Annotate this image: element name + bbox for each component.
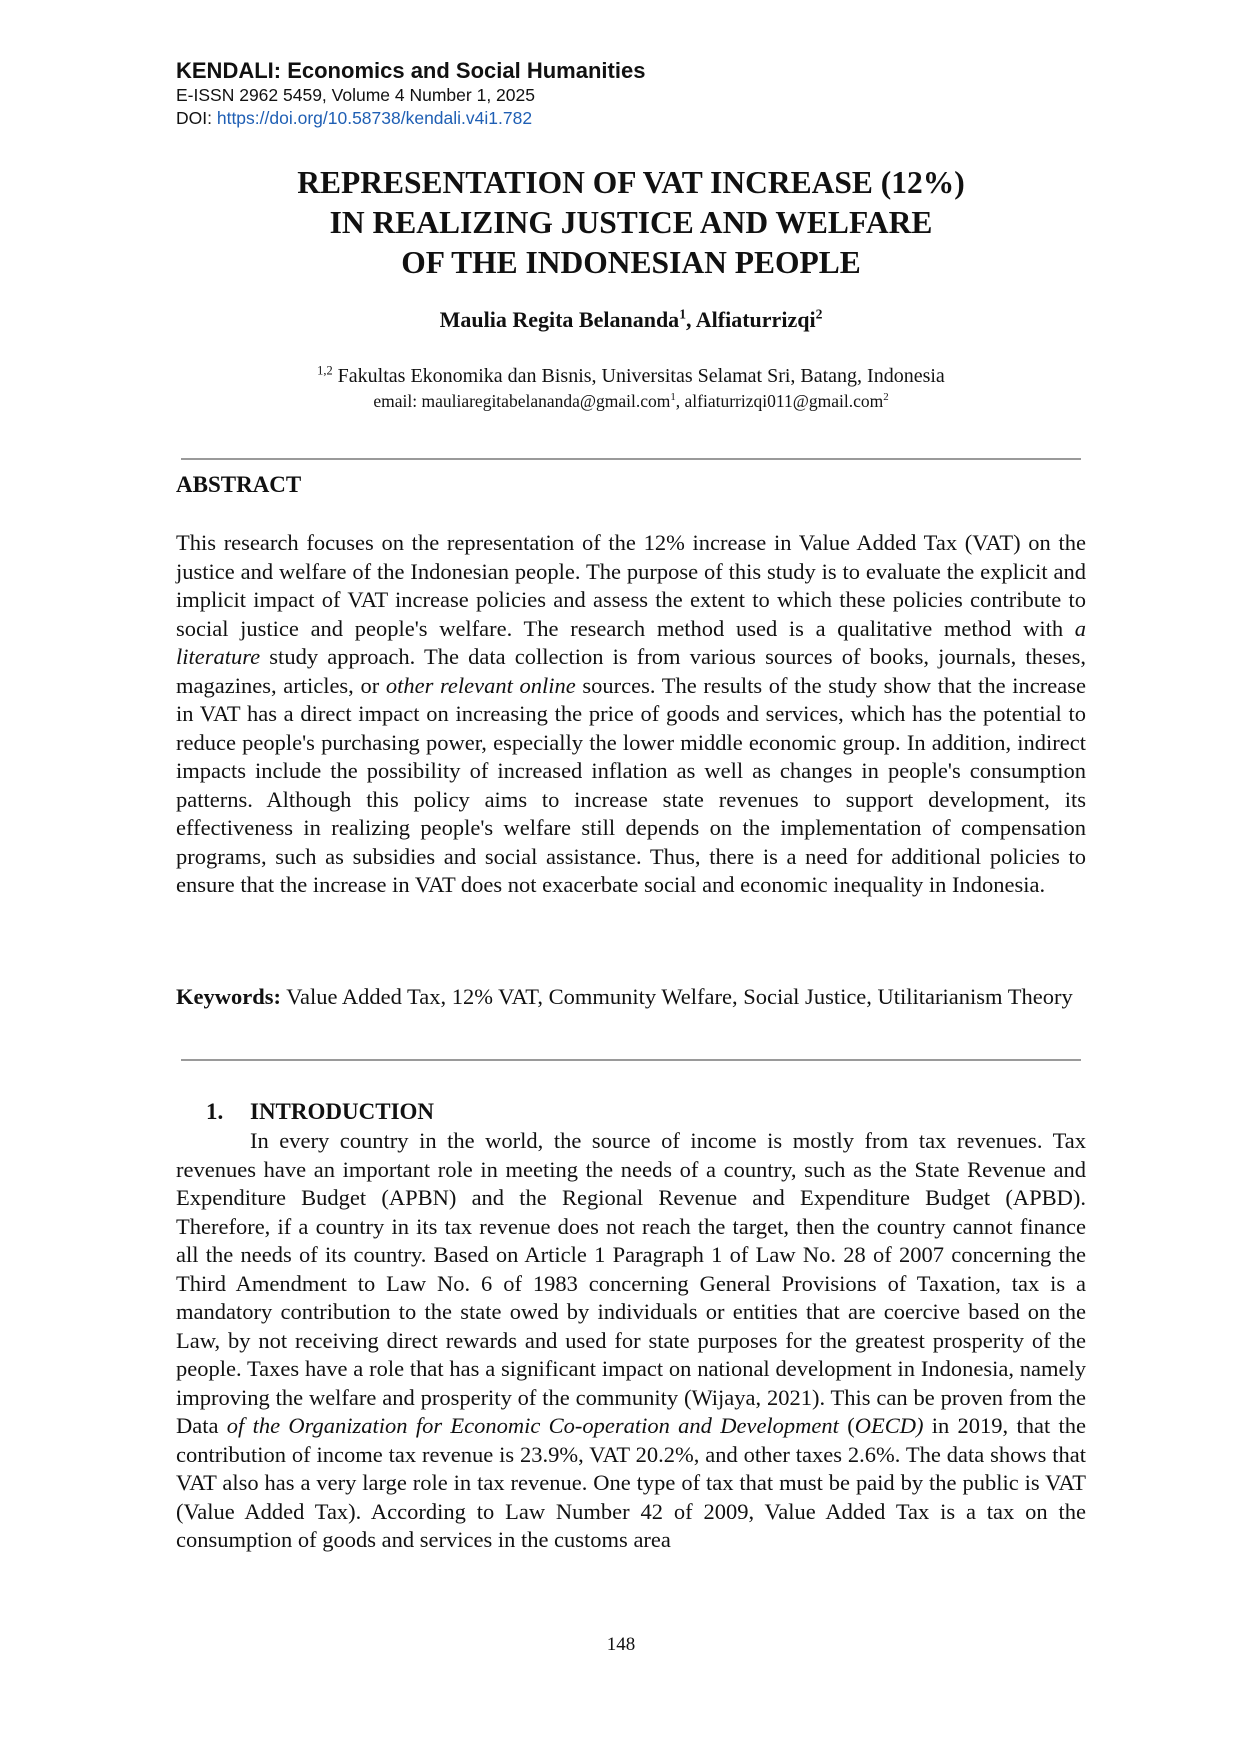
abstract-text-part-3: sources. The results of the study show that the increase in VAT has a direct impact on increasing the price of goods and services, which has the potential to reduce people's purchasing power, especially the lower middle economic group. In addition, indirect impacts include the possibility of increased inflation as well as changes in people's consumption patterns. Although this policy aims to increase state revenues to support development, its effectiveness in realizing people's welfare still depends on the implementation of compensation programs, such as subsidies and social assistance. Thus, there is a need for additional policies to ensure that the increase in VAT does not exacerbate social and economic inequality in Indonesia. <box>176 672 1086 897</box>
keywords <box>176 983 1086 1012</box>
keywords-label: Keywords: <box>176 984 281 1009</box>
abstract-text <box>176 529 1086 900</box>
email-2-marker: 2 <box>883 391 889 404</box>
divider-top <box>181 458 1081 460</box>
introduction-text <box>176 1127 1086 1555</box>
abstract-heading: ABSTRACT <box>176 472 302 497</box>
title-line-3: OF THE INDONESIAN PEOPLE <box>401 245 861 280</box>
abstract-italic-2: other relevant online <box>385 672 576 698</box>
introduction-heading <box>206 1099 434 1125</box>
title-line-1: REPRESENTATION OF VAT INCREASE (12%) <box>297 165 965 200</box>
affiliation-text: Fakultas Ekonomika dan Bisnis, Universitas Selamat Sri, Batang, Indonesia <box>332 365 945 387</box>
intro-italic-1: of the Organization for Economic Co-operation and Development <box>226 1413 839 1438</box>
title-line-2: IN REALIZING JUSTICE AND WELFARE <box>329 205 933 240</box>
doi-label: DOI: <box>176 108 217 128</box>
affiliation <box>176 364 1086 389</box>
author-1-marker: 1 <box>679 306 686 322</box>
author-list <box>176 307 1086 333</box>
abstract-text-part-1: This research focuses on the representation of the 12% increase in Value Added Tax (VAT) on the justice and welfare of the Indonesian people. The purpose of this study is to evaluate the explicit and implicit impact of VAT increase policies and assess the extent to which these policies contribute to social justice and people's welfare. The research method used is a qualitative method with <box>176 530 1086 641</box>
section-number: 1. <box>206 1099 224 1124</box>
intro-text-part-1: In every country in the world, the source of income is mostly from tax revenues. Tax revenues have an important role in meeting the needs of a country, such as the State Revenue and Expenditure Budget (APBN) and the Regional Revenue and Expenditure Budget (APBD). Therefore, if a country in its tax revenue does not reach the target, then the country cannot finance all the needs of its country. Based on Article 1 Paragraph 1 of Law No. 28 of 2007 concerning the Third Amendment to Law No. 6 of 1983 concerning General Provisions of Taxation, tax is a mandatory contribution to the state owed by individuals or entities that are coercive based on the Law, by not receiving direct rewards and used for state purposes for the greatest prosperity of the people. Taxes have a role that has a significant impact on national development in Indonesia, namely improving the welfare and prosperity of the community (Wijaya, 2021). This can be proven from the Data <box>176 1128 1086 1438</box>
paper-title <box>176 163 1086 283</box>
email-1-marker: 1 <box>670 391 676 404</box>
author-2: Alfiaturrizqi <box>695 307 816 332</box>
intro-text-part-2: ( <box>838 1413 855 1438</box>
intro-text-part-3: in 2019, that the contribution of income tax revenue is 23.9%, VAT 20.2%, and other taxes 2.6%. The data shows that VAT also has a very large role in tax revenue. One type of tax that must be paid by the public is VAT (Value Added Tax). According to Law Number 42 of 2009, Value Added Tax is a tax on the consumption of goods and services in the customs area <box>176 1413 1086 1552</box>
page-number: 148 <box>606 1634 636 1655</box>
abstract-italic-1: a literature <box>176 615 1086 669</box>
keywords-text: Value Added Tax, 12% VAT, Community Welfare, Social Justice, Utilitarianism Theory <box>281 984 1073 1009</box>
author-1: Maulia Regita Belananda <box>439 307 680 332</box>
author-separator: , <box>686 307 696 332</box>
journal-header <box>176 58 645 130</box>
affiliation-block <box>176 364 1086 414</box>
doi-link[interactable]: https://doi.org/10.58738/kendali.v4i1.782 <box>216 108 533 128</box>
affiliation-marker: 1,2 <box>317 363 333 378</box>
abstract-text-part-2: study approach. The data collection is from various sources of books, journals, theses, magazines, articles, or <box>176 644 1086 698</box>
email-line <box>176 389 1086 414</box>
email-1: mauliaregitabelananda@gmail.com <box>421 391 671 411</box>
journal-name: KENDALI: Economics and Social Humanities <box>176 58 646 83</box>
email-label: email: <box>373 391 422 411</box>
divider-bottom <box>181 1059 1081 1061</box>
section-title: INTRODUCTION <box>250 1099 435 1124</box>
journal-doi <box>176 107 645 130</box>
email-separator: , <box>675 391 685 411</box>
intro-italic-2: OECD) <box>854 1413 924 1438</box>
author-2-marker: 2 <box>815 306 823 322</box>
journal-issn: E-ISSN 2962 5459, Volume 4 Number 1, 2025 <box>176 85 535 105</box>
email-2: alfiaturrizqi011@gmail.com <box>684 391 884 411</box>
